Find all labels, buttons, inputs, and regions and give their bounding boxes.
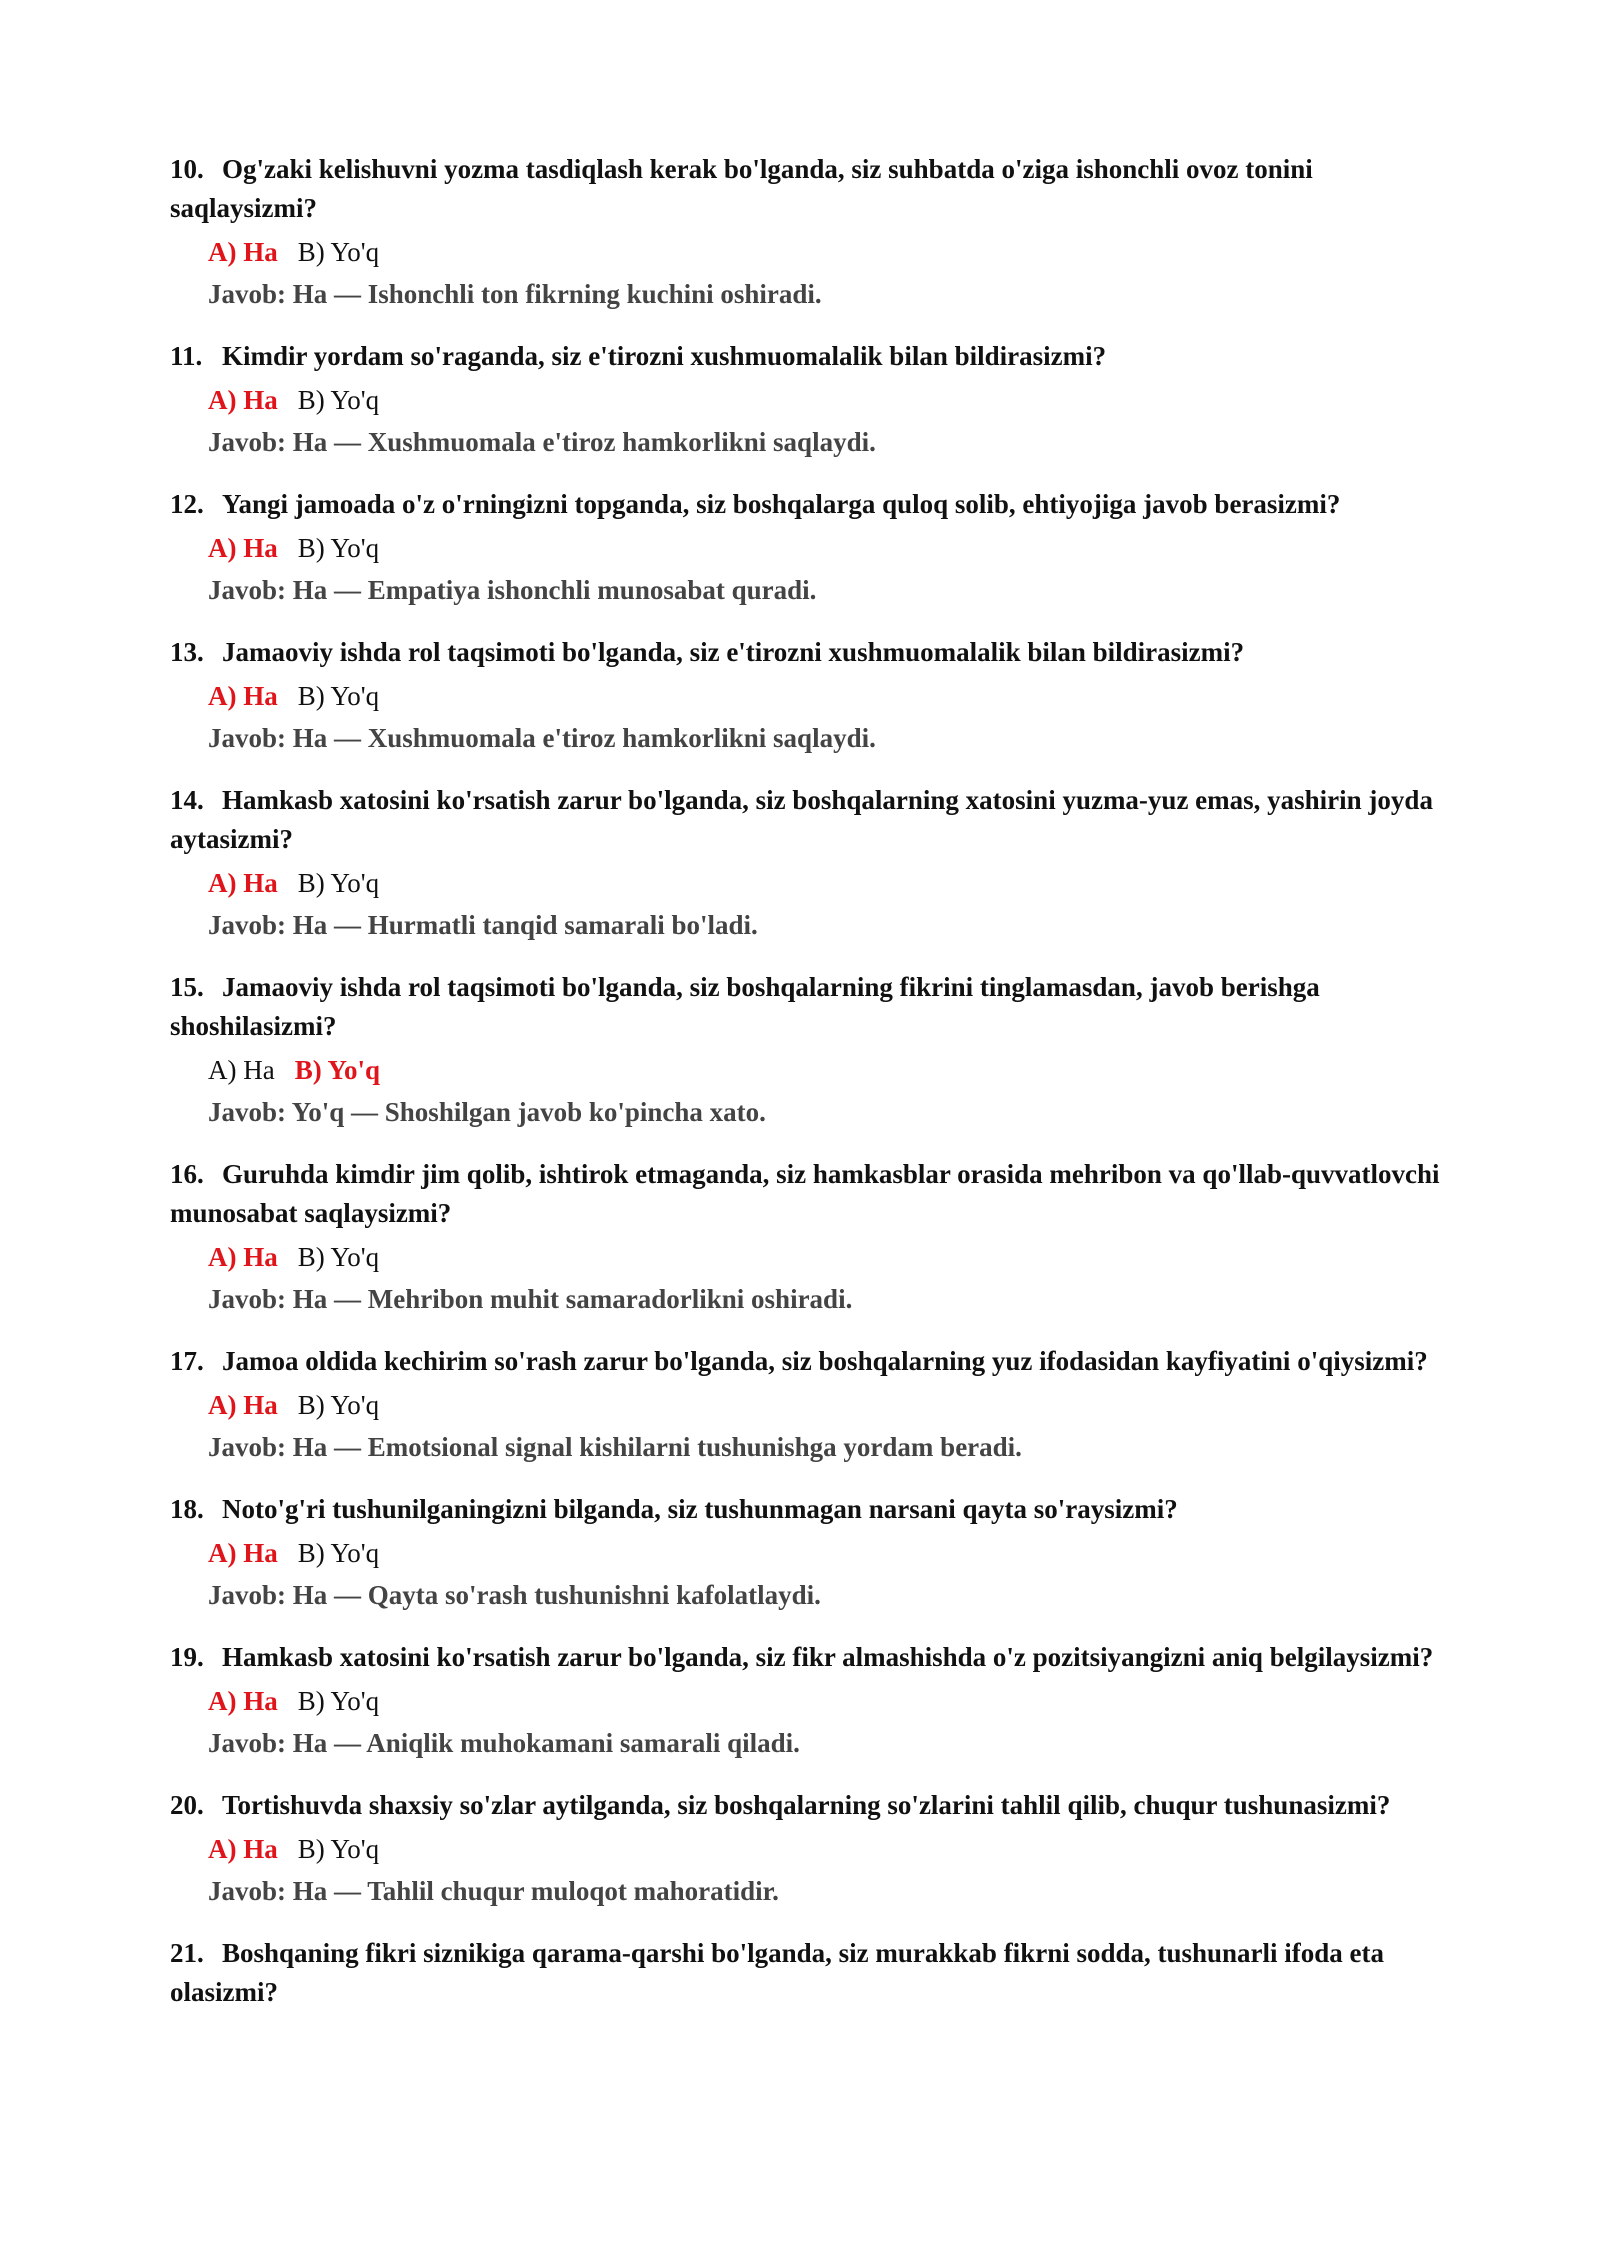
question-number: 18.	[170, 1494, 204, 1524]
answer-options	[208, 527, 1450, 569]
question-item	[170, 150, 1450, 315]
question-item	[170, 1155, 1450, 1320]
answer-explanation: Javob: Ha — Xushmuomala e'tiroz hamkorlikni saqlaydi.	[208, 723, 876, 753]
answer-explanation: Javob: Ha — Tahlil chuqur muloqot mahoratidir.	[208, 1876, 779, 1906]
question-item	[170, 1934, 1450, 2012]
option-a[interactable]: A) Ha	[208, 1055, 275, 1085]
question-number: 11.	[170, 341, 203, 371]
question-list	[170, 150, 1450, 2034]
option-b[interactable]: B) Yo'q	[297, 1686, 380, 1716]
answer-explanation: Javob: Ha — Empatiya ishonchli munosabat quradi.	[208, 575, 817, 605]
question-body: Jamoa oldida kechirim so'rash zarur bo'lganda, siz boshqalarning yuz ifodasidan kayfiyatini o'qiysizmi?	[222, 1346, 1428, 1376]
answer-options	[208, 379, 1450, 421]
question-number: 14.	[170, 785, 204, 815]
answer-options	[208, 231, 1450, 273]
question-body: Hamkasb xatosini ko'rsatish zarur bo'lganda, siz boshqalarning xatosini yuzma-yuz emas, yashirin joyda aytasizmi?	[170, 785, 1433, 854]
question-body: Guruhda kimdir jim qolib, ishtirok etmaganda, siz hamkasblar orasida mehribon va qo'llab-quvvatlovchi munosabat saqlaysizmi?	[170, 1159, 1440, 1228]
question-body: Boshqaning fikri siznikiga qarama-qarshi bo'lganda, siz murakkab fikrni sodda, tushunarli ifoda eta olasizmi?	[170, 1938, 1385, 2007]
question-text	[170, 1490, 1450, 1529]
question-number: 17.	[170, 1346, 204, 1376]
option-b[interactable]: B) Yo'q	[297, 533, 380, 563]
option-b[interactable]: B) Yo'q	[297, 681, 380, 711]
option-b[interactable]: B) Yo'q	[297, 1834, 380, 1864]
question-item	[170, 337, 1450, 463]
option-a[interactable]: A) Ha	[208, 237, 278, 267]
answer-explanation: Javob: Ha — Ishonchli ton fikrning kuchini oshiradi.	[208, 279, 822, 309]
question-number: 12.	[170, 489, 204, 519]
question-number: 10.	[170, 154, 204, 184]
option-a[interactable]: A) Ha	[208, 868, 278, 898]
question-text	[170, 1934, 1450, 2012]
option-a[interactable]: A) Ha	[208, 385, 278, 415]
question-text	[170, 1638, 1450, 1677]
answer-options	[208, 1384, 1450, 1426]
question-number: 20.	[170, 1790, 204, 1820]
question-number: 15.	[170, 972, 204, 1002]
answer-options	[208, 1828, 1450, 1870]
question-item	[170, 781, 1450, 946]
option-a[interactable]: A) Ha	[208, 1686, 278, 1716]
question-number: 21.	[170, 1938, 204, 1968]
option-b[interactable]: B) Yo'q	[297, 237, 380, 267]
question-number: 16.	[170, 1159, 204, 1189]
question-text	[170, 633, 1450, 672]
question-text	[170, 1155, 1450, 1233]
answer-options	[208, 675, 1450, 717]
question-text	[170, 150, 1450, 228]
answer-options	[208, 862, 1450, 904]
question-body: Tortishuvda shaxsiy so'zlar aytilganda, siz boshqalarning so'zlarini tahlil qilib, chuqur tushunasizmi?	[222, 1790, 1391, 1820]
answer-explanation: Javob: Yo'q — Shoshilgan javob ko'pincha xato.	[208, 1097, 766, 1127]
answer-options	[208, 1049, 1450, 1091]
question-item	[170, 1786, 1450, 1912]
option-a[interactable]: A) Ha	[208, 681, 278, 711]
answer-explanation: Javob: Ha — Aniqlik muhokamani samarali qiladi.	[208, 1728, 800, 1758]
option-a[interactable]: A) Ha	[208, 1242, 278, 1272]
option-b[interactable]: B) Yo'q	[294, 1055, 381, 1085]
option-a[interactable]: A) Ha	[208, 1390, 278, 1420]
question-number: 13.	[170, 637, 204, 667]
answer-options	[208, 1532, 1450, 1574]
question-text	[170, 968, 1450, 1046]
question-item	[170, 1342, 1450, 1468]
option-a[interactable]: A) Ha	[208, 1538, 278, 1568]
question-body: Kimdir yordam so'raganda, siz e'tirozni xushmuomalalik bilan bildirasizmi?	[222, 341, 1107, 371]
question-number: 19.	[170, 1642, 204, 1672]
answer-explanation: Javob: Ha — Emotsional signal kishilarni tushunishga yordam beradi.	[208, 1432, 1022, 1462]
question-item	[170, 1490, 1450, 1616]
question-body: Jamaoviy ishda rol taqsimoti bo'lganda, siz boshqalarning fikrini tinglamasdan, javob berishga shoshilasizmi?	[170, 972, 1320, 1041]
question-text	[170, 337, 1450, 376]
option-b[interactable]: B) Yo'q	[297, 868, 380, 898]
question-text	[170, 781, 1450, 859]
option-b[interactable]: B) Yo'q	[297, 385, 380, 415]
answer-options	[208, 1236, 1450, 1278]
answer-explanation: Javob: Ha — Hurmatli tanqid samarali bo'ladi.	[208, 910, 758, 940]
question-item	[170, 1638, 1450, 1764]
question-text	[170, 1342, 1450, 1381]
question-item	[170, 633, 1450, 759]
question-item	[170, 485, 1450, 611]
question-body: Jamaoviy ishda rol taqsimoti bo'lganda, siz e'tirozni xushmuomalalik bilan bildirasizmi?	[222, 637, 1245, 667]
question-body: Hamkasb xatosini ko'rsatish zarur bo'lganda, siz fikr almashishda o'z pozitsiyangizni aniq belgilaysizmi?	[222, 1642, 1434, 1672]
question-text	[170, 485, 1450, 524]
answer-explanation: Javob: Ha — Mehribon muhit samaradorlikni oshiradi.	[208, 1284, 853, 1314]
question-item	[170, 968, 1450, 1133]
question-body: Yangi jamoada o'z o'rningizni topganda, siz boshqalarga quloq solib, ehtiyojiga javob berasizmi?	[222, 489, 1341, 519]
answer-explanation: Javob: Ha — Xushmuomala e'tiroz hamkorlikni saqlaydi.	[208, 427, 876, 457]
option-b[interactable]: B) Yo'q	[297, 1390, 380, 1420]
answer-options	[208, 1680, 1450, 1722]
question-body: Noto'g'ri tushunilganingizni bilganda, siz tushunmagan narsani qayta so'raysizmi?	[222, 1494, 1178, 1524]
option-b[interactable]: B) Yo'q	[297, 1538, 380, 1568]
option-a[interactable]: A) Ha	[208, 533, 278, 563]
question-text	[170, 1786, 1450, 1825]
answer-explanation: Javob: Ha — Qayta so'rash tushunishni kafolatlaydi.	[208, 1580, 821, 1610]
question-body: Og'zaki kelishuvni yozma tasdiqlash kerak bo'lganda, siz suhbatda o'ziga ishonchli ovoz tonini saqlaysizmi?	[170, 154, 1313, 223]
option-b[interactable]: B) Yo'q	[297, 1242, 380, 1272]
option-a[interactable]: A) Ha	[208, 1834, 278, 1864]
